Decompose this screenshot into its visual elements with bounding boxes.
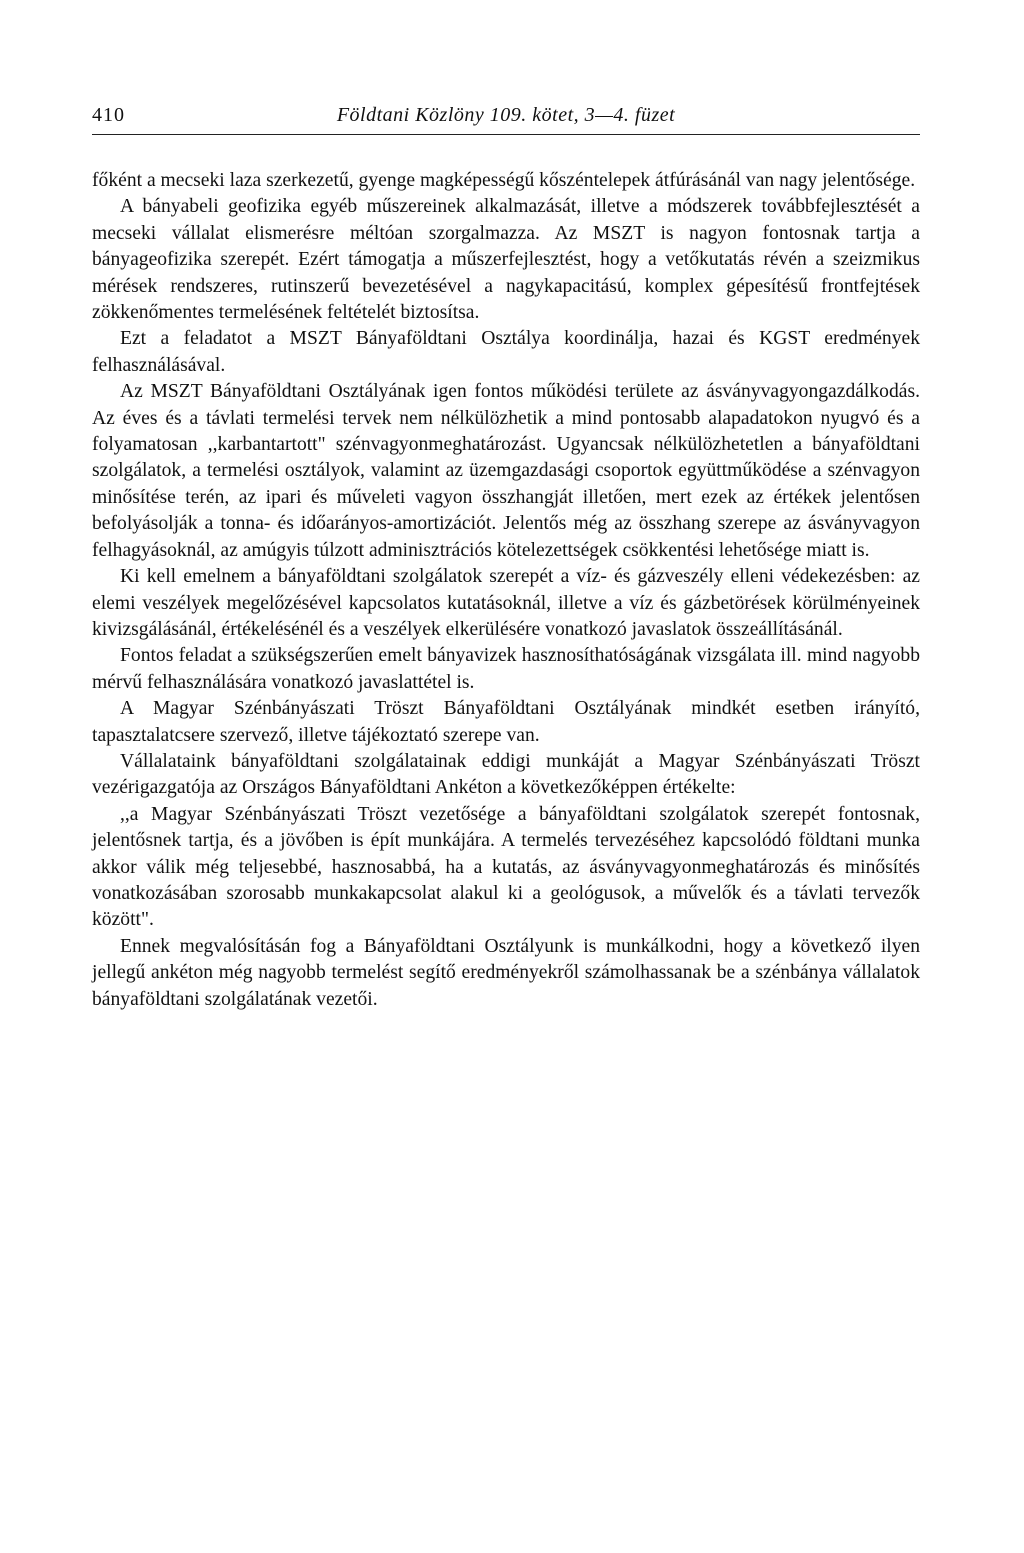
- paragraph: Ki kell emelnem a bányaföldtani szolgálatok szerepét a víz- és gázveszély elleni védekezésben: az elemi veszélyek megelőzésével kapcsolatos kutatásoknál, illetve a víz és gázbetörések körülményeinek kivizsgálásánál, értékelésénél és a veszélyek elkerülésére vonatkozó javaslatok összeállításánál.: [92, 566, 920, 640]
- body-text: [92, 168, 920, 1013]
- paragraph: Az MSZT Bányaföldtani Osztályának igen fontos működési területe az ásványvagyongazdálkodás. Az éves és a távlati termelési tervek nem nélkülözhetik a mind pontosabb alapadatokon nyugvó és a folyamatosan ,,karbantartott" szénvagyonmeghatározást. Ugyancsak nélkülözhetetlen a bányaföldtani szolgálatok, a termelési osztályok, valamint az üzemgazdasági csoportok együttműködése a szénvagyon minősítése terén, az ipari és műveleti vagyon összhangját illetően, mert ezek az értékek jelentősen befolyásolják a tonna- és időarányos-amortizációt. Jelentős még az összhang szerepe az ásványvagyon felhagyásoknál, az amúgyis túlzott adminisztrációs kötelezettségek csökkentési lehetősége miatt is.: [92, 381, 920, 561]
- paragraph: Ennek megvalósításán fog a Bányaföldtani Osztályunk is munkálkodni, hogy a következő ilyen jellegű ankéton még nagyobb termelést segítő eredményekről számolhassanak be a szénbánya vállalatok bányaföldtani szolgálatának vezetői.: [92, 935, 920, 1010]
- paragraph: A Magyar Szénbányászati Tröszt Bányaföldtani Osztályának mindkét esetben irányító, tapasztalatcsere szervező, illetve tájékoztató szerepe van.: [92, 698, 920, 746]
- paragraph: A bányabeli geofizika egyéb műszereinek alkalmazását, illetve a módszerek továbbfejlesztését a mecseki vállalat elismerésre méltóan szorgalmazza. Az MSZT is nagyon fontosnak tartja a bányageofizika szerepét. Ezért támogatja a műszerfejlesztést, hogy a vetőkutatás révén a szeizmikus mérések rendszeres, rutinszerű bevezetésével a nagykapacitású, komplex gépesítésű frontfejtések zökkenőmentes termelésének feltételét biztosítsa.: [92, 196, 920, 324]
- paragraph: Fontos feladat a szükségszerűen emelt bányavizek hasznosíthatóságának vizsgálata ill. mind nagyobb mérvű felhasználására vonatkozó javaslattétel is.: [92, 645, 920, 693]
- paragraph: főként a mecseki laza szerkezetű, gyenge magképességű kőszéntelepek átfúrásánál van nagy jelentősége.: [92, 170, 916, 191]
- page-number: 410: [92, 104, 125, 126]
- running-head: [92, 100, 920, 135]
- paragraph: Ezt a feladatot a MSZT Bányaföldtani Osztálya koordinálja, hazai és KGST eredmények felhasználásával.: [92, 328, 920, 376]
- paragraph: ,,a Magyar Szénbányászati Tröszt vezetősége a bányaföldtani szolgálatok szerepét fontosnak, jelentősnek tartja, és a jövőben is épít munkájára. A termelés tervezéséhez kapcsolódó földtani munka akkor válik még teljesebbé, hasznosabbá, ha a kutatás, az ásványvagyonmeghatározás és minősítés vonatkozásában szorosabb munkakapcsolat alakul ki a geológusok, a művelők és a távlati tervezők között".: [92, 803, 920, 931]
- paragraph: Vállalataink bányaföldtani szolgálatainak eddigi munkáját a Magyar Szénbányászati Tröszt vezérigazgatója az Országos Bányaföldtani Ankéton a következőképpen értékelte:: [92, 750, 920, 799]
- journal-title: Földtani Közlöny 109. kötet, 3—4. füzet: [336, 104, 676, 126]
- journal-page: [92, 100, 920, 1013]
